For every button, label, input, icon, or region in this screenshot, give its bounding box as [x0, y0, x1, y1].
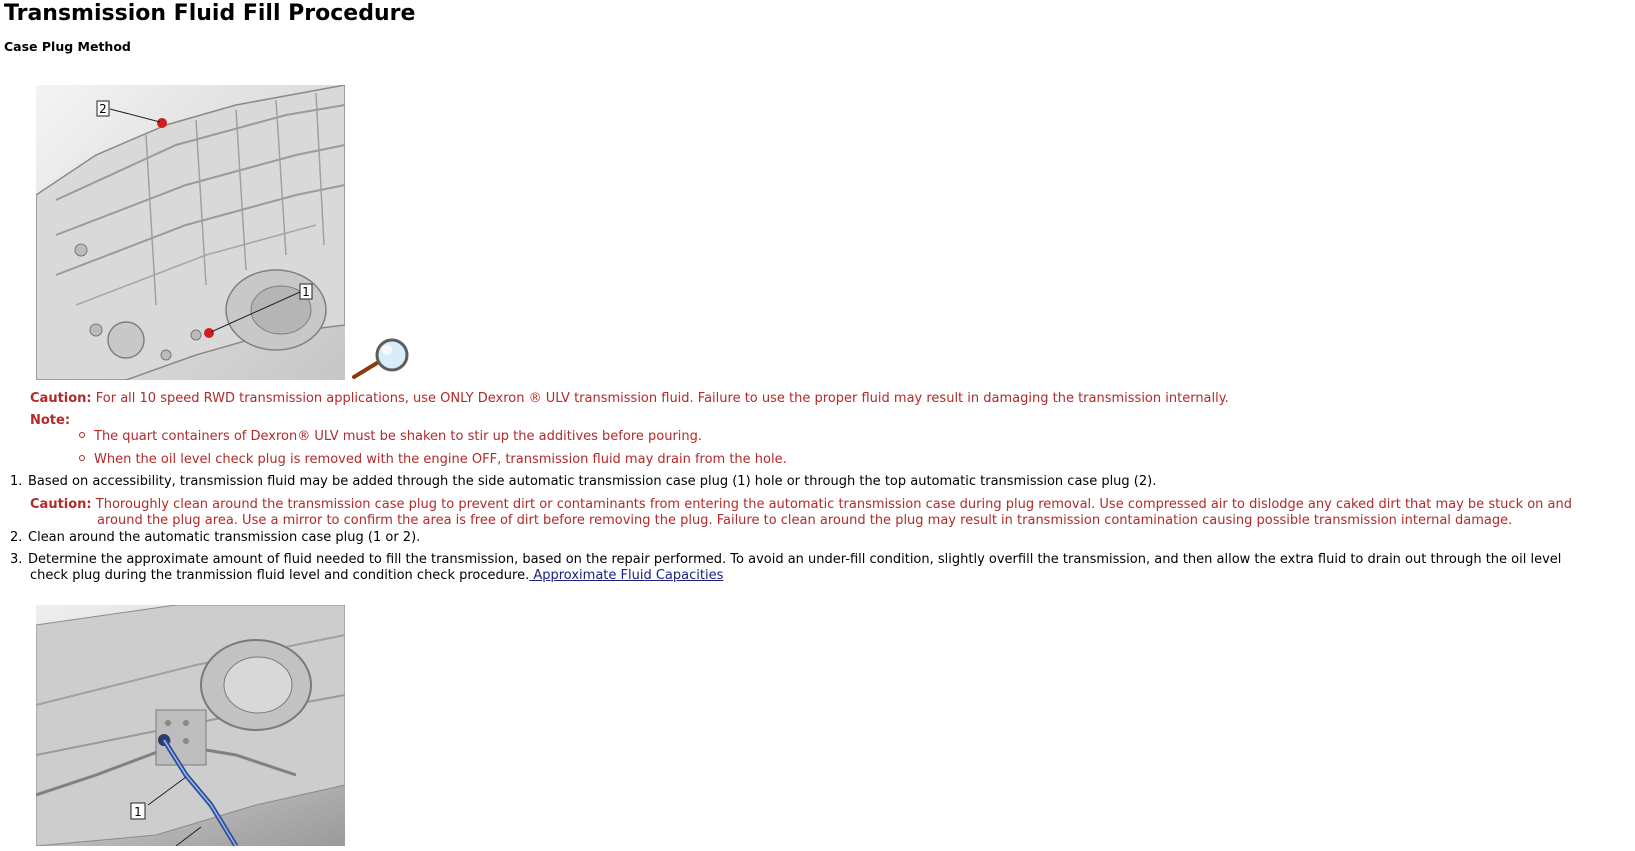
step-1-text: Based on accessibility, transmission fluid may be added through the side automatic transmission case plug (1) hole or through the top automatic transmission case plug (2).	[28, 474, 1157, 489]
callout-1: 1	[302, 285, 310, 299]
page-title: Transmission Fluid Fill Procedure	[4, 1, 416, 26]
caution-text-line-2: around the plug area. Use a mirror to confirm the area is free of dirt before removing the plug. Failure to clean around the plug may result in transmission contamination causing possible transmission internal damage.	[97, 513, 1513, 528]
step-3-text-line-2: check plug during the tranmission fluid level and condition check procedure. Approximate Fluid Capacities	[30, 568, 724, 583]
step-number: 3.	[10, 552, 23, 567]
callout-1: 1	[134, 805, 142, 819]
fluid-capacities-link[interactable]: Approximate Fluid Capacities	[529, 568, 724, 583]
check-plug-drawing	[36, 605, 345, 846]
note-label: Note:	[30, 413, 71, 428]
caution-label: Caution:	[30, 391, 92, 406]
caution-text: For all 10 speed RWD transmission applications, use ONLY Dexron ® ULV transmission fluid. Failure to use the proper fluid may result in damaging the transmission internally.	[95, 391, 1229, 406]
transmission-illustration-2[interactable]	[36, 605, 345, 846]
transmission-drawing	[36, 85, 345, 380]
note-item: The quart containers of Dexron® ULV must be shaken to stir up the additives before pouring.	[94, 429, 703, 444]
note-bullet	[79, 432, 85, 438]
caution-general	[30, 391, 1229, 407]
procedure-subtitle: Case Plug Method	[4, 39, 131, 54]
step-2-text: Clean around the automatic transmission case plug (1 or 2).	[28, 530, 421, 545]
callout-2: 2	[99, 102, 107, 116]
caution-text-line-1: Thoroughly clean around the transmission case plug to prevent dirt or contaminants from entering the automatic transmission case during plug removal. Use compressed air to dislodge any caked dirt that may be stuck on and	[95, 497, 1573, 512]
step-1-caution	[30, 497, 1572, 513]
caution-label: Caution:	[30, 497, 92, 512]
magnifier-icon[interactable]	[350, 336, 414, 380]
step-number: 2.	[10, 530, 23, 545]
note-bullet	[79, 455, 85, 461]
step-number: 1.	[10, 474, 23, 489]
step-3-text-line-1: Determine the approximate amount of fluid needed to fill the transmission, based on the repair performed. To avoid an under-fill condition, slightly overfill the transmission, and then allow the extra fluid to drain out through the oil level	[28, 552, 1562, 567]
note-item: When the oil level check plug is removed with the engine OFF, transmission fluid may drain from the hole.	[94, 452, 787, 467]
transmission-illustration-1[interactable]	[36, 85, 345, 380]
